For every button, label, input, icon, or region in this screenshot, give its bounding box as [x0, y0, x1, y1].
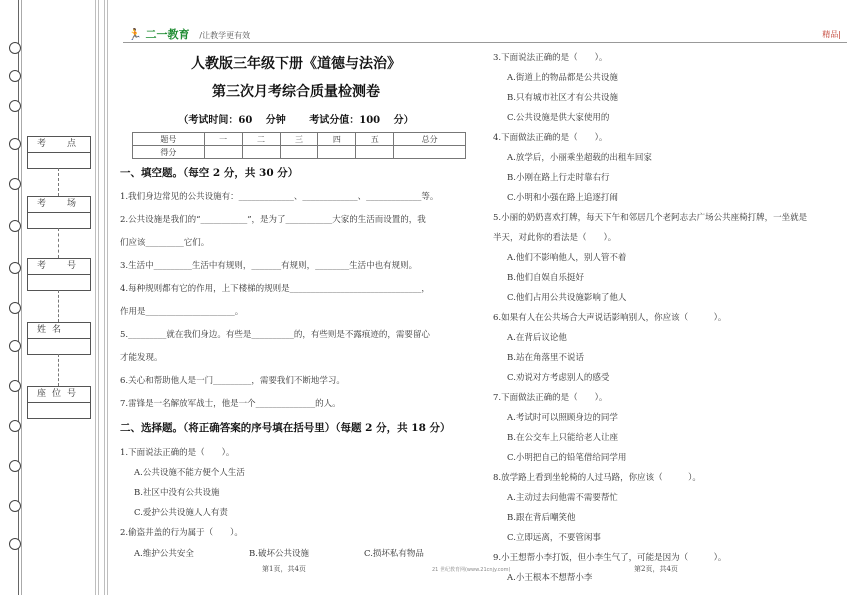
- choice-option: B.跟在背后嘲笑他: [507, 513, 576, 523]
- choice-question: 5.小丽的奶奶喜欢打牌，每天下午和邻居几个老阿志去广场公共座椅打牌，一坐就是: [493, 213, 808, 223]
- punch-hole-icon: [9, 70, 21, 82]
- binding-line: [21, 0, 22, 595]
- choice-option: C.劝说对方考虑别人的感受: [507, 373, 610, 383]
- punch-hole-icon: [9, 538, 21, 550]
- choice-option: C.立即远离，不要管闲事: [507, 533, 601, 543]
- punch-hole-icon: [9, 420, 21, 432]
- choice-options-row: [120, 548, 472, 560]
- score-table: [132, 132, 466, 159]
- score-row-label: 得分: [133, 146, 205, 159]
- choice-option: B.站在角落里不说话: [507, 353, 584, 363]
- choice-option: B.他们自娱自乐挺好: [507, 273, 584, 283]
- dashed-separator: [58, 354, 59, 386]
- binding-strip-gap: [100, 0, 104, 595]
- choice-option: A.主动过去问他需不需要帮忙: [507, 493, 618, 503]
- brand-logo: [128, 26, 250, 42]
- fill-question: 4.每种规则都有它的作用，上下楼梯的规则是_______________________________，: [120, 284, 430, 294]
- seat-number-box: [27, 386, 91, 419]
- choice-option: B.在公交车上只能给老人让座: [507, 433, 618, 443]
- choice-question: 2.偷盗井盖的行为属于（ ）。: [120, 528, 243, 538]
- choice-option: A.街道上的物品都是公共设施: [507, 73, 618, 83]
- score-header-cell: 一: [204, 133, 242, 146]
- section-heading: 二、选择题。（将正确答案的序号填在括号里）（每题 2 分，共 18 分）: [120, 422, 451, 434]
- choice-option: C.损坏私有物品: [364, 549, 424, 559]
- score-cell[interactable]: [394, 146, 466, 159]
- exam-number-label: 考 号: [28, 259, 90, 275]
- choice-question: 4.下面做法正确的是（ ）。: [493, 133, 608, 143]
- choice-option: C.小明和小强在路上追逐打闹: [507, 193, 618, 203]
- exam-title: 人教版三年级下册《道德与法治》: [191, 56, 401, 72]
- exam-room-field[interactable]: [28, 213, 90, 228]
- fill-question-cont: 作用是_____________________。: [120, 307, 244, 317]
- punch-hole-icon: [9, 302, 21, 314]
- logo-text: 二一教育: [145, 28, 190, 41]
- choice-option: A.在背后议论他: [507, 333, 567, 343]
- name-field[interactable]: [28, 339, 90, 354]
- choice-option: C.爱护公共设施人人有责: [134, 508, 228, 518]
- choice-question: 9.小王想帮小李打饭，但小李生气了，可能是因为（ ）。: [493, 553, 727, 563]
- score-table-header-row: [133, 133, 466, 146]
- slogan: /让教学更有效: [199, 31, 251, 40]
- exam-subtitle-title: 第三次月考综合质量检测卷: [212, 84, 380, 100]
- score-table-row: [133, 146, 466, 159]
- punch-hole-icon: [9, 262, 21, 274]
- binding-sidebar: [0, 0, 118, 595]
- fill-question: 2.公共设施是我们的“___________”，是为了___________大家的生活而设置的，我: [120, 215, 426, 225]
- punch-hole-icon: [9, 380, 21, 392]
- score-header-cell: 五: [356, 133, 394, 146]
- dashed-separator: [58, 168, 59, 196]
- choice-option: C.公共设施是供大家使用的: [507, 113, 610, 123]
- exam-number-field[interactable]: [28, 275, 90, 290]
- fill-question-cont: 们应该_________它们。: [120, 238, 210, 248]
- score-header-cell: 总分: [394, 133, 466, 146]
- punch-hole-icon: [9, 460, 21, 472]
- section-heading: 一、填空题。（每空 2 分，共 30 分）: [120, 167, 299, 179]
- exam-number-box: [27, 258, 91, 291]
- page-number-right: 第2页，共4页: [634, 565, 678, 573]
- score-cell[interactable]: [204, 146, 242, 159]
- choice-option: A.他们不影响他人，别人管不着: [507, 253, 627, 263]
- punch-hole-icon: [9, 42, 21, 54]
- choice-question: 7.下面做法正确的是（ ）。: [493, 393, 608, 403]
- dashed-separator: [58, 290, 59, 322]
- fill-question: 5._________就在我们身边。有些是__________的，有些则是不露痕迹的，需要留心: [120, 330, 430, 340]
- choice-option: C.小明把自己的铅笔借给同学用: [507, 453, 627, 463]
- choice-option: B.社区中没有公共设施: [134, 488, 220, 498]
- dashed-separator: [58, 228, 59, 258]
- choice-option: B.破坏公共设施: [249, 549, 309, 559]
- choice-option: A.放学后，小丽乘坐超载的出租车回家: [507, 153, 652, 163]
- exam-site-box: [27, 136, 91, 169]
- exam-room-box: [27, 196, 91, 229]
- exam-site-field[interactable]: [28, 153, 90, 168]
- choice-option: A.公共设施不能方便个人生活: [134, 468, 245, 478]
- left-column: [120, 48, 472, 560]
- runner-icon: 🏃: [128, 28, 142, 41]
- choice-option: A.维护公共安全: [134, 549, 194, 559]
- choice-question: 6.如果有人在公共场合大声说话影响别人，你应该（ ）。: [493, 313, 727, 323]
- score-cell[interactable]: [242, 146, 280, 159]
- punch-hole-icon: [9, 100, 21, 112]
- score-header-cell: 三: [280, 133, 318, 146]
- exam-info: （考试时间：60 分钟 考试分值：100 分）: [178, 115, 414, 126]
- name-box: [27, 322, 91, 355]
- choice-option: C.他们占用公共设施影响了他人: [507, 293, 627, 303]
- score-cell[interactable]: [356, 146, 394, 159]
- seat-number-field[interactable]: [28, 403, 90, 418]
- punch-hole-icon: [9, 178, 21, 190]
- choice-option: B.小刚在路上行走时靠右行: [507, 173, 610, 183]
- punch-hole-icon: [9, 500, 21, 512]
- choice-question: 8.放学路上看到坐轮椅的人过马路，你应该（ ）。: [493, 473, 701, 483]
- fill-question: 6.关心和帮助他人是一门_________，需要我们不断地学习。: [120, 376, 345, 386]
- exam-room-label: 考 场: [28, 197, 90, 213]
- choice-question: 1.下面说法正确的是（ ）。: [120, 448, 235, 458]
- name-label: 姓名: [28, 323, 90, 339]
- fill-question-cont: 才能发现。: [120, 353, 163, 363]
- choice-option: B.只有城市社区才有公共设施: [507, 93, 618, 103]
- choice-question-cont: 半天，对此你的看法是（ ）。: [493, 233, 617, 243]
- site-credit: 21 世纪教育网(www.21cnjy.com): [432, 567, 511, 573]
- choice-option: A.小王根本不想帮小李: [507, 573, 593, 583]
- seat-number-label: 座位号: [28, 387, 90, 403]
- score-header-cell: 四: [318, 133, 356, 146]
- score-cell[interactable]: [280, 146, 318, 159]
- choice-option: A.考试时可以照顾身边的同学: [507, 413, 618, 423]
- page-header: [123, 26, 847, 43]
- punch-hole-icon: [9, 340, 21, 352]
- punch-hole-icon: [9, 138, 21, 150]
- fill-question: 7.雷锋是一名解放军战士，他是一个______________的人。: [120, 399, 341, 409]
- choice-question: 3.下面说法正确的是（ ）。: [493, 53, 608, 63]
- page-number-left: 第1页，共4页: [262, 565, 306, 573]
- right-column: [493, 48, 843, 584]
- exam-site-label: 考 点: [28, 137, 90, 153]
- score-header-cell: 题号: [133, 133, 205, 146]
- fill-question: 3.生活中_________生活中有规则，_______有规则，________生活中也有规则。: [120, 261, 418, 271]
- punch-hole-icon: [9, 220, 21, 232]
- score-header-cell: 二: [242, 133, 280, 146]
- fill-question: 1.我们身边常见的公共设施有：_____________、_____________、_____________等。: [120, 192, 439, 202]
- score-cell[interactable]: [318, 146, 356, 159]
- quality-tag: 精品|: [822, 30, 841, 39]
